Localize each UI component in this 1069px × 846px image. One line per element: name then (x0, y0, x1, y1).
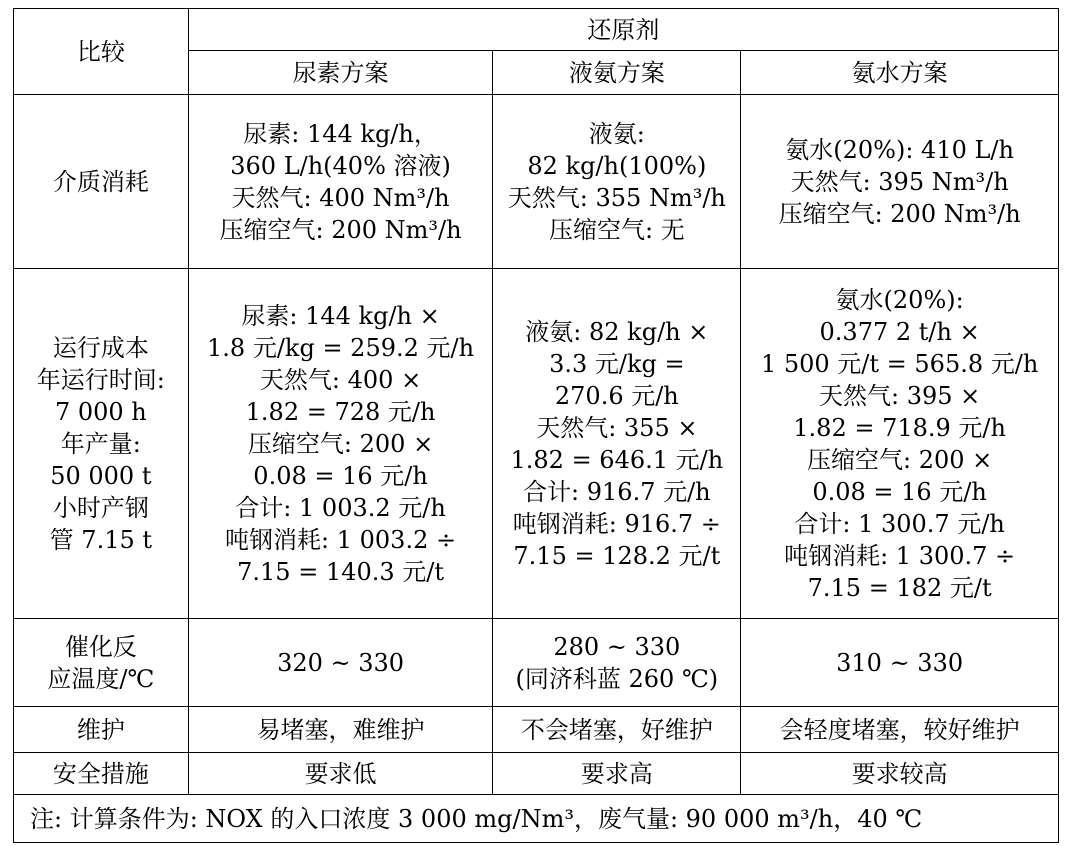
cell-line: 合计: 1 003.2 元/h (235, 493, 446, 522)
header-row (14, 9, 1059, 51)
row-label-line: 年运行时间: (36, 365, 165, 394)
row-label-line: 运行成本 (52, 333, 149, 362)
cell-line: 要求低 (304, 759, 377, 788)
cell-line: 液氨: 82 kg/h × (525, 317, 709, 346)
cell-ammonia-water (741, 707, 1059, 753)
cell-line: 天然气: 395 Nm³/h (790, 167, 1009, 196)
note-row (14, 795, 1059, 843)
cell-liquid-ammonia (493, 95, 741, 269)
cell-liquid-ammonia (493, 619, 741, 707)
cell-line: 压缩空气: 200 × (806, 445, 993, 474)
cell-line: 280 ~ 330 (553, 632, 681, 661)
cell-urea (188, 619, 493, 707)
header-compare: 比较 (14, 9, 189, 95)
cell-line: 氨水(20%): (835, 285, 964, 314)
cell-line: 吨钢消耗: 916.7 ÷ (512, 509, 721, 538)
cell-line: 360 L/h(40% 溶液) (230, 151, 451, 180)
cell-line: 天然气: 395 × (818, 381, 981, 410)
cell-line: 压缩空气: 200 × (247, 429, 434, 458)
cell-line: 7.15 = 128.2 元/t (513, 541, 721, 570)
cell-line: 1.8 元/kg = 259.2 元/h (207, 333, 475, 362)
cell-liquid-ammonia (493, 269, 741, 619)
row-label-line: 50 000 t (50, 461, 152, 490)
cell-line: 天然气: 355 Nm³/h (507, 183, 726, 212)
cell-line: 7.15 = 140.3 元/t (237, 557, 444, 586)
cell-line: 0.08 = 16 元/h (253, 461, 428, 490)
cell-urea (188, 95, 493, 269)
cell-line: 氨水(20%): 410 L/h (785, 135, 1014, 164)
cell-line: 天然气: 400 × (259, 365, 422, 394)
cell-line: 82 kg/h(100%) (527, 151, 707, 180)
row-medium-consumption (14, 95, 1059, 269)
row-label (14, 95, 189, 269)
cell-ammonia-water (741, 619, 1059, 707)
row-label-line: 管 7.15 t (49, 525, 153, 554)
cell-line: 压缩空气: 无 (548, 215, 685, 244)
cell-urea (188, 753, 493, 795)
row-label-line: 维护 (76, 715, 125, 744)
cell-line: 要求较高 (851, 759, 948, 788)
row-safety (14, 753, 1059, 795)
cell-line: 0.377 2 t/h × (819, 317, 980, 346)
cell-line: 1.82 = 646.1 元/h (510, 445, 724, 474)
cell-line: 天然气: 355 × (536, 413, 698, 442)
cell-line: 310 ~ 330 (836, 648, 964, 677)
cell-liquid-ammonia (493, 753, 741, 795)
header-reductant: 还原剂 (188, 9, 1058, 51)
cell-line: 不会堵塞，好维护 (520, 715, 713, 744)
cell-urea (188, 269, 493, 619)
row-label (14, 269, 189, 619)
cell-ammonia-water (741, 753, 1059, 795)
row-label-line: 7 000 h (54, 397, 147, 426)
cell-liquid-ammonia (493, 707, 741, 753)
row-label-line: 催化反 (64, 632, 137, 661)
cell-urea (188, 707, 493, 753)
cell-line: 合计: 916.7 元/h (523, 477, 711, 506)
header-scheme-ammonia-water: 氨水方案 (741, 51, 1059, 95)
cell-line: 吨钢消耗: 1 003.2 ÷ (225, 525, 457, 554)
cell-line: 270.6 元/h (554, 381, 679, 410)
cell-line: 1.82 = 718.9 元/h (793, 413, 1006, 442)
row-label-line: 介质消耗 (52, 167, 149, 196)
row-reaction-temperature (14, 619, 1059, 707)
cell-line: 尿素: 144 kg/h × (241, 301, 440, 330)
cell-line: 压缩空气: 200 Nm³/h (219, 215, 462, 244)
cell-line: 1 500 元/t = 565.8 元/h (760, 349, 1039, 378)
cell-line: 0.08 = 16 元/h (812, 477, 987, 506)
row-label (14, 753, 189, 795)
header-scheme-liquid-ammonia: 液氨方案 (493, 51, 741, 95)
cell-line: 易堵塞，难维护 (256, 715, 425, 744)
cell-line: 压缩空气: 200 Nm³/h (778, 199, 1021, 228)
cell-line: 1.82 = 728 元/h (245, 397, 436, 426)
cell-line: 要求高 (580, 759, 653, 788)
row-label (14, 707, 189, 753)
row-label-line: 小时产钢 (52, 493, 149, 522)
row-label-line: 年产量: (60, 429, 141, 458)
footnote: 注: 计算条件为: NOX 的入口浓度 3 000 mg/Nm³，废气量: 90 000 m³/h，40 ℃ (14, 795, 1059, 843)
row-label-line: 应温度/℃ (47, 664, 155, 693)
cell-line: 尿素: 144 kg/h， (243, 119, 438, 148)
row-maintenance (14, 707, 1059, 753)
cell-line: 7.15 = 182 元/t (807, 573, 992, 602)
cell-line: 3.3 元/kg = (549, 349, 685, 378)
row-label-line: 安全措施 (52, 759, 149, 788)
cell-line: (同济科蓝 260 ℃) (515, 664, 719, 693)
header-scheme-urea: 尿素方案 (188, 51, 493, 95)
row-label (14, 619, 189, 707)
cell-line: 会轻度堵塞，较好维护 (779, 715, 1020, 744)
cell-line: 液氨: (588, 119, 645, 148)
row-operating-cost (14, 269, 1059, 619)
comparison-table (13, 8, 1059, 843)
cell-ammonia-water (741, 95, 1059, 269)
cell-ammonia-water (741, 269, 1059, 619)
cell-line: 320 ~ 330 (277, 648, 405, 677)
cell-line: 天然气: 400 Nm³/h (231, 183, 450, 212)
cell-line: 吨钢消耗: 1 300.7 ÷ (784, 541, 1016, 570)
cell-line: 合计: 1 300.7 元/h (794, 509, 1005, 538)
